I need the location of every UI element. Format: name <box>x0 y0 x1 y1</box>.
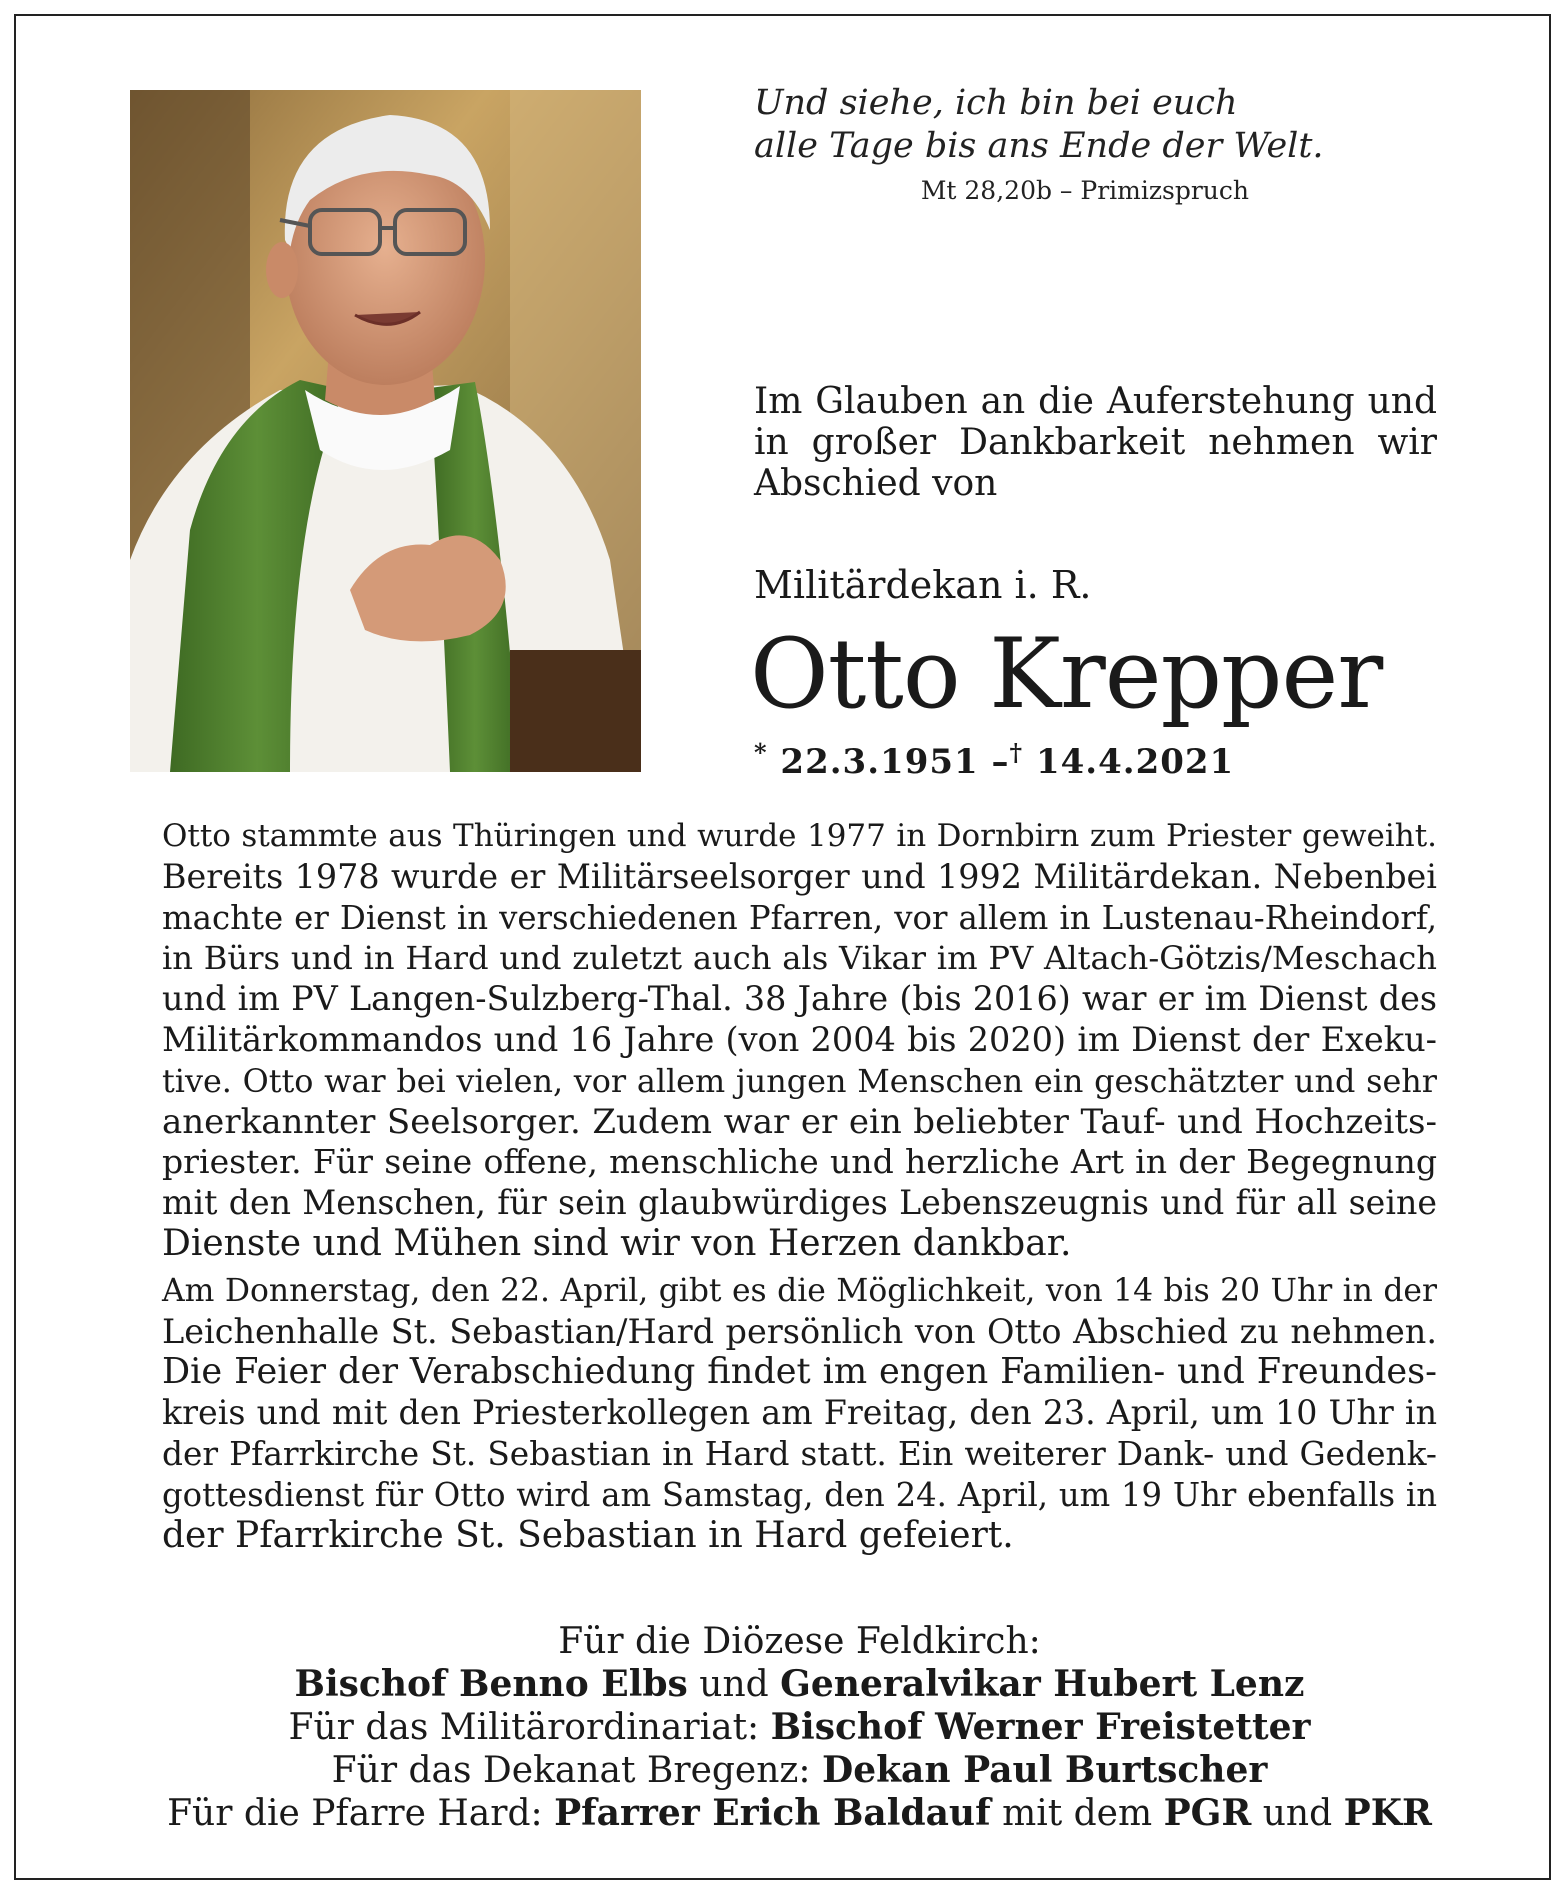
text-line: kreis und mit den Priesterkollegen am Freitag, den 23. April, um 10 Uhr in <box>162 1393 1437 1433</box>
death-symbol: † <box>1009 738 1024 767</box>
text-line: priester. Für seine offene, menschliche und herzliche Art in der Begegnung <box>162 1142 1437 1182</box>
conjunction: und <box>699 1664 769 1705</box>
pkr-abbrev: PKR <box>1343 1792 1432 1834</box>
date-dash: – <box>991 742 1010 782</box>
with-text: mit dem <box>1002 1793 1153 1834</box>
motto-source: Mt 28,20b – Primizspruch <box>920 176 1249 205</box>
motto-quote <box>754 82 1324 168</box>
signoff-block <box>162 1621 1437 1835</box>
bishop-name: Bischof Benno Elbs <box>294 1663 688 1705</box>
motto-line-1: Und siehe, ich bin bei euch <box>754 83 1238 123</box>
intro-line-2: in großer Dankbarkeit nehmen wir <box>754 422 1437 463</box>
text-line: machte er Dienst in verschiedenen Pfarren, vor allem in Lustenau-Rheindorf, <box>162 898 1437 937</box>
text-line: und im PV Langen-Sulzberg-Thal. 38 Jahre (bis 2016) war er im Dienst des <box>162 979 1437 1019</box>
text-line: der Pfarrkirche St. Sebastian in Hard statt. Ein weiterer Dank- und Gedenk- <box>162 1434 1437 1473</box>
text-line: Militärkommandos und 16 Jahre (von 2004 bis 2020) im Dienst der Exeku- <box>162 1019 1437 1059</box>
birth-date: 22.3.1951 <box>780 742 979 782</box>
military-label: Für das Militärordinariat: <box>288 1707 760 1748</box>
text-line: Dienste und Mühen sind wir von Herzen dankbar. <box>162 1222 1072 1264</box>
military-bishop-name: Bischof Werner Freistetter <box>770 1706 1311 1748</box>
death-date: 14.4.2021 <box>1035 742 1235 782</box>
pgr-abbrev: PGR <box>1163 1792 1252 1834</box>
vicar-name: Generalvikar Hubert Lenz <box>780 1663 1305 1705</box>
parish-line <box>162 1792 1437 1835</box>
pastor-name: Pfarrer Erich Baldauf <box>554 1792 991 1834</box>
diocese-signatories <box>162 1663 1437 1706</box>
deanery-label: Für das Dekanat Bregenz: <box>331 1750 811 1791</box>
deceased-name: Otto Krepper <box>750 618 1383 730</box>
portrait-photo <box>130 90 641 772</box>
text-line: anerkannter Seelsorger. Zudem war er ein beliebter Tauf- und Hochzeits- <box>162 1101 1437 1142</box>
portrait-illustration <box>130 90 641 772</box>
life-dates <box>754 738 1235 782</box>
text-line: Otto stammte aus Thüringen und wurde 1977 in Dornbirn zum Priester geweiht. <box>162 818 1437 854</box>
obituary-body <box>162 816 1437 1556</box>
text-line: in Bürs und in Hard und zuletzt auch als Vikar im PV Altach-Götzis/Meschach <box>162 939 1437 978</box>
text-line: Bereits 1978 wurde er Militärseelsorger und 1992 Militärdekan. Nebenbei <box>162 856 1437 896</box>
text-line: der Pfarrkirche St. Sebastian in Hard gefeiert. <box>162 1514 1014 1556</box>
deanery-line <box>162 1749 1437 1792</box>
conjunction: und <box>1262 1793 1333 1834</box>
text-line: Am Donnerstag, den 22. April, gibt es die Möglichkeit, von 14 bis 20 Uhr in der <box>162 1272 1437 1309</box>
deceased-rank: Militärdekan i. R. <box>754 563 1092 607</box>
intro-line-1: Im Glauben an die Auferstehung und <box>754 381 1437 422</box>
military-line <box>162 1706 1437 1749</box>
text-line: tive. Otto war bei vielen, vor allem jungen Menschen ein geschätzter und sehr <box>162 1061 1437 1100</box>
text-line: Leichenhalle St. Sebastian/Hard persönlich von Otto Abschied zu nehmen. <box>162 1311 1437 1351</box>
dean-name: Dekan Paul Burtscher <box>821 1749 1268 1791</box>
parish-label: Für die Pfarre Hard: <box>167 1793 543 1834</box>
motto-line-2: alle Tage bis ans Ende der Welt. <box>754 126 1324 166</box>
paragraph-funeral-info <box>162 1271 1437 1557</box>
text-line: gottesdienst für Otto wird am Samstag, den 24. April, um 19 Uhr ebenfalls in <box>162 1475 1437 1514</box>
diocese-label: Für die Diözese Feldkirch: <box>558 1621 1041 1662</box>
text-line: Die Feier der Verabschiedung findet im engen Familien- und Freundes- <box>162 1351 1437 1393</box>
intro-line-3: Abschied von <box>754 463 998 504</box>
intro-text <box>754 381 1437 504</box>
birth-symbol: * <box>754 738 768 767</box>
text-line: mit den Menschen, für sein glaubwürdiges Lebenszeugnis und für all seine <box>162 1183 1437 1223</box>
paragraph-biography <box>162 816 1437 1265</box>
